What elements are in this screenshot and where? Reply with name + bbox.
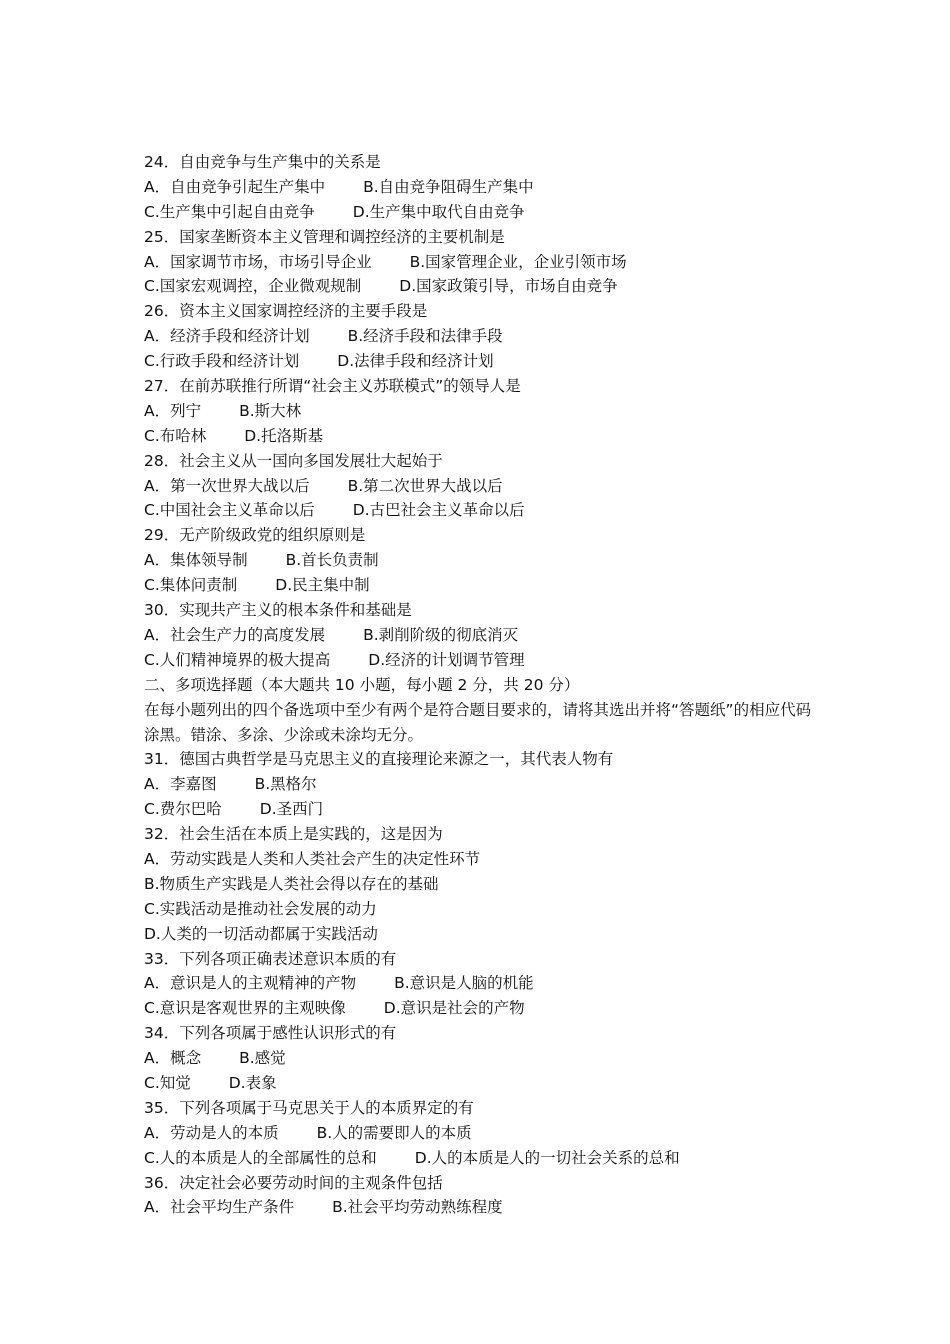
option-row [144,324,824,349]
question-line: 32．社会生活在本质上是实践的，这是因为 [144,825,443,844]
option-row [144,399,824,424]
option-text: A．经济手段和经济计划 [144,327,310,346]
question-line: 25．国家垄断资本主义管理和调控经济的主要机制是 [144,227,505,246]
question-line: 34．下列各项属于感性认识形式的有 [144,1024,397,1043]
option-row [144,648,824,673]
option-row [144,274,824,299]
question-line: A．劳动实践是人类和人类社会产生的决定性环节 [144,849,481,868]
option-text: C.意识是客观世界的主观映像 [144,999,346,1018]
option-text: B.斯大林 [239,401,302,420]
option-text: C.国家宏观调控，企业微观规制 [144,277,362,296]
option-row [144,200,824,225]
question-line: B.物质生产实践是人类社会得以存在的基础 [144,874,439,893]
instruction-paragraph: 在每小题列出的四个备选项中至少有两个是符合题目要求的，请将其选出并将“答题纸”的相应代码涂黑。错涂、多涂、少涂或未涂均无分。 [144,700,812,744]
question-line: 26．资本主义国家调控经济的主要手段是 [144,302,428,321]
option-text: D.圣西门 [259,800,324,819]
option-text: A．国家调节市场，市场引导企业 [144,252,372,271]
option-text: C.集体问责制 [144,576,238,595]
option-text: A．列宁 [144,401,202,420]
question-line: 24．自由竞争与生产集中的关系是 [144,153,381,171]
question-line: 31．德国古典哲学是马克思主义的直接理论来源之一，其代表人物有 [144,750,614,769]
option-text: C.人们精神境界的极大提高 [144,650,331,669]
option-text: C.生产集中引起自由竞争 [144,202,315,221]
question-line: 35．下列各项属于马克思关于人的本质界定的有 [144,1098,474,1117]
question-line: 30．实现共产主义的根本条件和基础是 [144,601,412,620]
option-text: A．劳动是人的本质 [144,1123,279,1142]
option-row [144,797,824,822]
option-text: A．概念 [144,1049,202,1068]
option-text: B.自由竞争阻碍生产集中 [363,177,534,196]
question-line: C.实践活动是推动社会发展的动力 [144,899,377,918]
option-row [144,1046,824,1071]
option-row [144,548,824,573]
option-text: D.人的本质是人的一切社会关系的总和 [414,1148,680,1167]
option-text: B.首长负责制 [285,551,379,570]
option-text: A．第一次世界大战以后 [144,476,310,495]
option-text: D.生产集中取代自由竞争 [352,202,525,221]
option-row [144,1146,824,1171]
option-row [144,971,824,996]
option-text: D.表象 [228,1073,277,1092]
question-line: 29．无产阶级政党的组织原则是 [144,526,366,545]
option-text: B.剥削阶级的彻底消灭 [363,625,519,644]
option-text: C.费尔巴哈 [144,800,222,819]
option-row [144,250,824,275]
option-text: B.人的需要即人的本质 [316,1123,472,1142]
option-text: C.布哈林 [144,426,207,445]
option-text: B.黑格尔 [254,775,317,794]
option-text: C.中国社会主义革命以后 [144,501,315,520]
option-row [144,175,824,200]
question-line: 33．下列各项正确表述意识本质的有 [144,949,397,968]
option-text: D.意识是社会的产物 [383,999,525,1018]
option-row [144,474,824,499]
question-line: 28．社会主义从一国向多国发展壮大起始于 [144,451,443,470]
option-row [144,1121,824,1146]
option-text: B.第二次世界大战以后 [347,476,503,495]
option-row [144,623,824,648]
option-text: A．李嘉图 [144,775,217,794]
option-text: D.国家政策引导，市场自由竞争 [399,277,618,296]
option-text: B.社会平均劳动熟练程度 [332,1198,503,1217]
option-row [144,772,824,797]
option-text: B.国家管理企业，企业引领市场 [409,252,627,271]
option-text: B.经济手段和法律手段 [347,327,503,346]
option-text: D.法律手段和经济计划 [337,352,494,371]
option-row [144,1195,824,1220]
option-row [144,349,824,374]
option-text: A．意识是人的主观精神的产物 [144,974,357,993]
option-text: D.托洛斯基 [244,426,324,445]
option-text: D.古巴社会主义革命以后 [352,501,525,520]
option-row [144,424,824,449]
option-text: C.人的本质是人的全部属性的总和 [144,1148,377,1167]
question-line: 36．决定社会必要劳动时间的主观条件包括 [144,1173,443,1192]
question-line: D.人类的一切活动都属于实践活动 [144,924,378,943]
option-text: A．社会平均生产条件 [144,1198,295,1217]
option-text: C.知觉 [144,1073,191,1092]
section-heading: 二、多项选择题（本大题共 10 小题，每小题 2 分，共 20 分） [144,675,580,694]
option-text: A．社会生产力的高度发展 [144,625,326,644]
option-row [144,1071,824,1096]
option-text: B.意识是人脑的机能 [394,974,534,993]
option-row [144,573,824,598]
option-row [144,498,824,523]
option-text: D.民主集中制 [275,576,370,595]
option-text: D.经济的计划调节管理 [368,650,525,669]
option-text: A．自由竞争引起生产集中 [144,177,326,196]
option-row [144,996,824,1021]
option-text: A．集体领导制 [144,551,248,570]
document-content [144,150,824,1220]
question-line: 27．在前苏联推行所谓“社会主义苏联模式”的领导人是 [144,377,521,396]
option-text: B.感觉 [239,1049,286,1068]
option-text: C.行政手段和经济计划 [144,352,300,371]
